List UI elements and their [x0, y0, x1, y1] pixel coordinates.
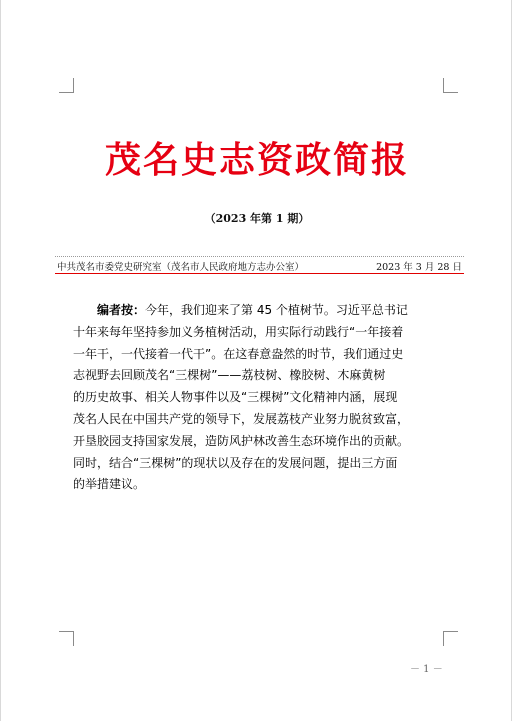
- crop-mark-top-right: [443, 78, 458, 93]
- issuing-organization: 中共茂名市委党史研究室（茂名市人民政府地方志办公室）: [57, 262, 305, 273]
- info-bar: [55, 256, 464, 274]
- page-number: － 1 －: [410, 664, 443, 675]
- editor-note: [73, 300, 445, 496]
- editor-note-line: 的历史故事、相关人物事件以及“三棵树”文化精神内涵，展现: [73, 390, 398, 405]
- editor-note-text: 今年，我们迎来了第 45 个植树节。习近平总书记: [145, 303, 408, 317]
- crop-mark-top-left: [59, 78, 74, 93]
- editor-note-line: 开垦胶园支持国家发展，造防风护林改善生态环境作出的贡献。: [73, 433, 410, 448]
- crop-mark-bottom-right: [443, 631, 458, 646]
- editor-note-line: 茂名人民在中国共产党的领导下，发展荔枝产业努力脱贫致富，: [73, 411, 410, 426]
- editor-note-line: 的举措建议。: [73, 477, 146, 492]
- issue-number: （2023 年第 1 期）: [204, 212, 310, 225]
- editor-note-line: 同时，结合“三棵树”的现状以及存在的发展问题，提出三方面: [73, 455, 398, 470]
- editor-note-line: 志视野去回顾茂名“三棵树”——荔枝树、橡胶树、木麻黄树: [73, 368, 386, 383]
- editor-note-line: [73, 300, 445, 322]
- editor-note-line: 十年来每年坚持参加义务植树活动，用实际行动践行“一年接着: [73, 324, 404, 339]
- report-title: 茂名史志资政简报: [104, 139, 409, 181]
- crop-mark-bottom-left: [59, 631, 74, 646]
- publish-date: 2023 年 3 月 28 日: [376, 262, 462, 273]
- editor-note-line: 一年干，一代接着一代干”。在这春意盎然的时节，我们通过史: [73, 346, 404, 361]
- editor-note-label: 编者按：: [97, 303, 146, 317]
